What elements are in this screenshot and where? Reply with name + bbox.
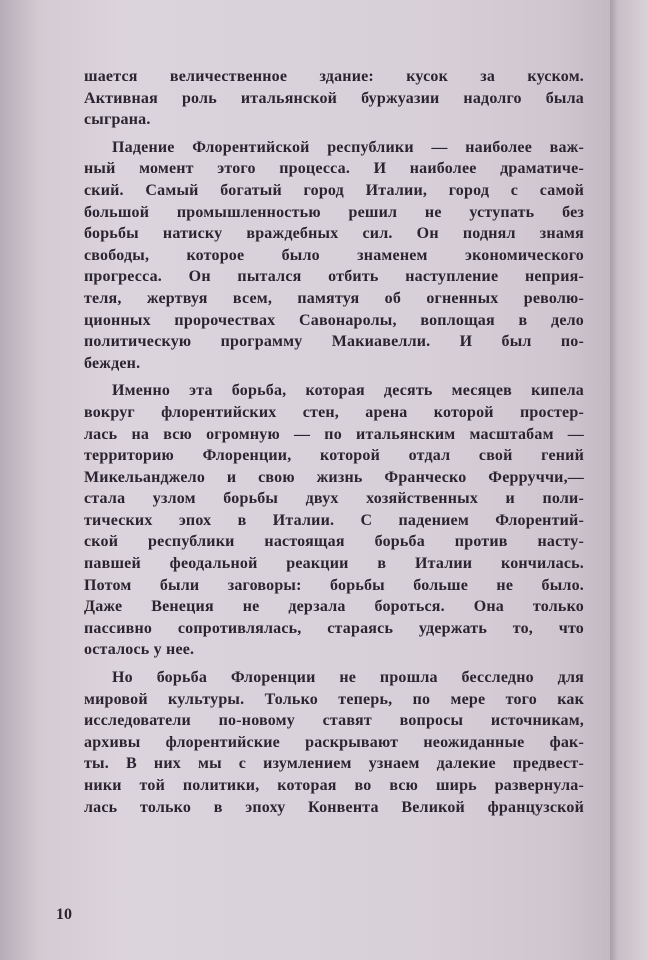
paragraph-2 [84, 137, 584, 375]
text-line: ский. Самый богатый город Италии, город с самой [84, 181, 584, 199]
text-line: павшей феодальной реакции в Италии кончилась. [84, 555, 584, 573]
text-line: ционных пророчествах Савонаролы, воплощая в дело [84, 311, 584, 329]
text-line: Но борьба Флоренции не прошла бесследно для [112, 669, 584, 687]
text-line: бежден. [84, 354, 141, 372]
text-line: стала узлом борьбы двух хозяйственных и поли- [84, 490, 584, 508]
text-line: ты. В них мы с изумлением узнаем далекие предвест- [84, 755, 584, 773]
text-line: Микельанджело и свою жизнь Франческо Ферруччи,— [84, 468, 584, 486]
text-line: Активная роль итальянской буржуазии надолго была [84, 89, 584, 107]
text-line: тических эпох в Италии. С падением Флорентий- [84, 511, 584, 529]
text-line: Именно эта борьба, которая десять месяцев кипела [112, 382, 584, 400]
text-line: лась только в эпоху Конвента Великой французской [84, 798, 584, 816]
text-line: теля, жертвуя всем, памятуя об огненных револю- [84, 289, 584, 307]
text-line: Падение Флорентийской республики — наиболее важ- [112, 138, 584, 156]
text-line: прогресса. Он пытался отбить наступление неприя- [84, 268, 584, 286]
text-line: политическую программу Макиавелли. И был по- [84, 333, 584, 351]
text-line: вокруг флорентийских стен, арена которой простер- [84, 403, 584, 421]
book-spine-edge [610, 0, 647, 960]
text-line: территорию Флоренции, которой отдал свой гений [84, 447, 584, 465]
text-line: свободы, которое было знаменем экономического [84, 246, 584, 264]
text-line: Даже Венеция не дерзала бороться. Она только [84, 598, 584, 616]
text-line: ники той политики, которая во всю ширь развернула- [84, 777, 584, 794]
paragraph-4 [84, 667, 584, 818]
text-line: большой промышленностью решил не уступать без [84, 203, 584, 221]
text-line: борьбы натиску враждебных сил. Он поднял знамя [84, 225, 584, 243]
text-line: ской республики настоящая борьба против насту- [84, 533, 584, 551]
text-line: осталось у нее. [84, 641, 195, 659]
text-line: мировой культуры. Только теперь, по мере того как [84, 690, 584, 708]
paragraph-1 [84, 66, 584, 131]
page-number: 10 [56, 906, 72, 923]
text-line: Потом были заговоры: борьбы больше не было. [84, 576, 584, 594]
text-line: архивы флорентийские раскрывают неожиданные фак- [84, 733, 584, 751]
paragraph-3 [84, 380, 584, 661]
text-line: исследователи по-новому ставят вопросы источникам, [84, 712, 584, 730]
text-line: сыграна. [84, 111, 151, 129]
text-line: пассивно сопротивлялась, стараясь удержать то, что [84, 619, 584, 637]
text-line: ный момент этого процесса. И наиболее драматиче- [84, 160, 584, 178]
text-line: лась на всю огромную — по итальянским масштабам — [84, 425, 584, 443]
text-line: шается величественное здание: кусок за куском. [84, 68, 584, 85]
body-text [84, 66, 584, 818]
